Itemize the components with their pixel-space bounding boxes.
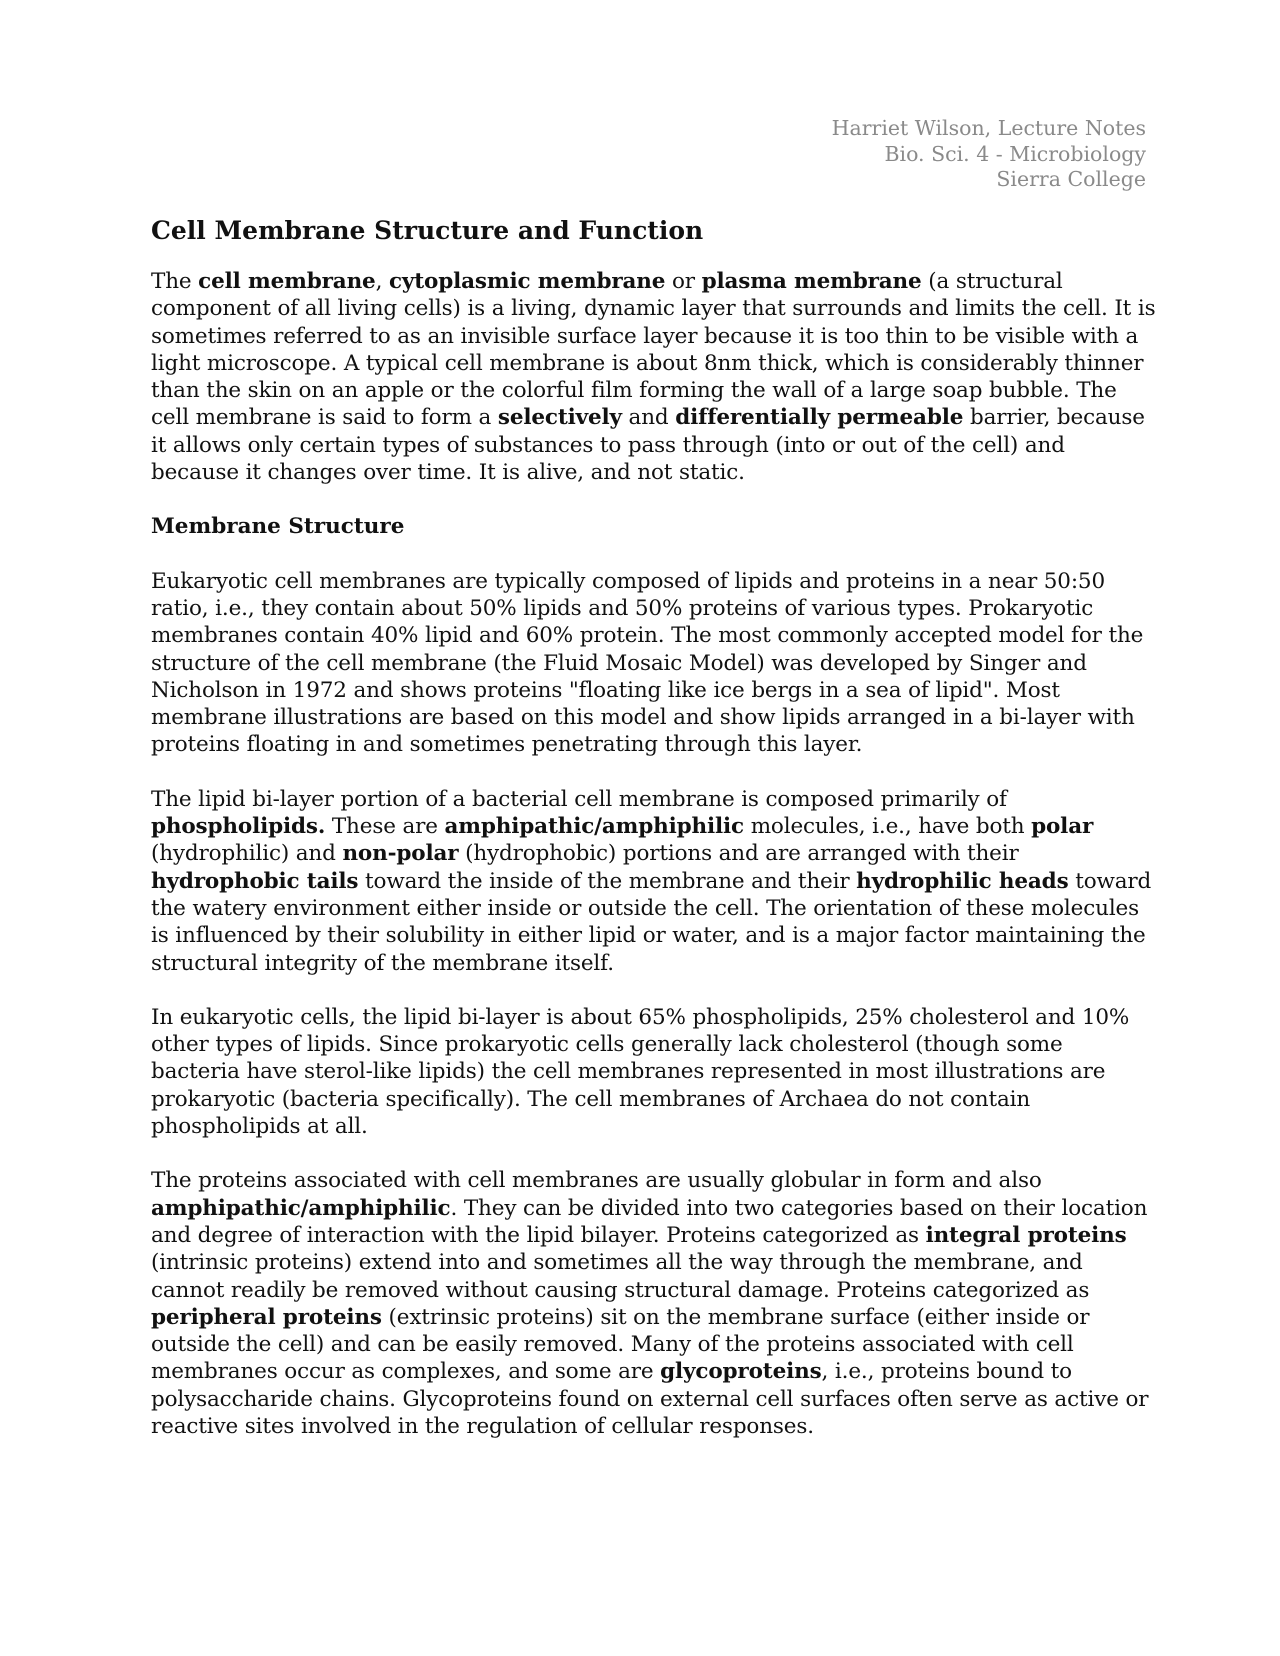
text-run: barrier, because it allows only certain types of substances to pass through (into or out of the cell) and because it changes over time. It is alive, and not static. [151, 405, 1145, 486]
bold-term: phospholipids. [151, 814, 326, 840]
composition-paragraph: Eukaryotic cell membranes are typically composed of lipids and proteins in a near 50:50 ratio, i.e., they contain about 50% lipids and 50% proteins of various types. Prokaryotic membranes contain 40% lipid and 60% protein. The most commonly accepted model for the structure of the cell membrane (the Fluid Mosaic Model) was developed by Singer and Nicholson in 1972 and shows proteins "floating like ice bergs in a sea of lipid". Most membrane illustrations are based on this model and show lipids arranged in a bi-layer with proteins floating in and sometimes penetrating through this layer. [151, 568, 1144, 758]
header-school: Sierra College [996, 167, 1146, 191]
bold-term: polar [1031, 814, 1094, 840]
text-run: The proteins associated with cell membranes are usually globular in form and also [151, 1168, 1042, 1194]
text-run: These are [325, 814, 445, 840]
proteins-paragraph [151, 1167, 1156, 1440]
header-course: Bio. Sci. 4 - Microbiology [884, 141, 1146, 166]
text-run: and [621, 405, 676, 431]
bold-term: hydrophilic heads [856, 868, 1069, 894]
bold-term: amphipathic/amphiphilic [151, 1195, 451, 1221]
text-run: toward the watery environment either inside or outside the cell. The orientation of these molecules is influenced by their solubility in either lipid or water, and is a major factor maintaining the structural integrity of the membrane itself. [151, 868, 1152, 976]
text-run: , i.e., proteins bound to polysaccharide chains. Glycoproteins found on external cell surfaces often serve as active or reactive sites involved in the regulation of cellular responses. [151, 1359, 1149, 1439]
bold-term: non-polar [342, 841, 459, 867]
text-run: , [375, 269, 389, 294]
text-run: molecules, i.e., have both [744, 814, 1032, 840]
text-run: (a structural component of all living cells) is a living, dynamic layer that surrounds and limits the cell. It is sometimes referred to as an invisible surface layer because it is too thin to be visible with a light microscope. A typical cell membrane is about 8nm thick, which is considerably thinner than the skin on an apple or the colorful film forming the wall of a large soap bubble. The cell membrane is said to form a [151, 269, 1156, 431]
bold-term: glycoproteins [660, 1359, 822, 1385]
bold-term: plasma membrane [701, 269, 922, 294]
bold-term: differentially permeable [675, 405, 964, 431]
bold-term: amphipathic/amphiphilic [444, 814, 745, 840]
section-heading: Membrane Structure [151, 514, 405, 540]
header-author: Harriet Wilson, Lecture Notes [831, 116, 1146, 140]
document-body [151, 214, 1156, 1467]
lecture-header [832, 116, 1146, 193]
bold-term: peripheral proteins [151, 1304, 382, 1330]
eukaryotic-lipids-paragraph: In eukaryotic cells, the lipid bi-layer is about 65% phospholipids, 25% cholesterol and 10% other types of lipids. Since prokaryotic cells generally lack cholesterol (though some bacteria have sterol-like lipids) the cell membranes represented in most illustrations are prokaryotic (bacteria specifically). The cell membranes of Archaea do not contain phospholipids at all. [151, 1004, 1130, 1140]
text-run: toward the inside of the membrane and their [358, 868, 857, 894]
text-run: The lipid bi-layer portion of a bacterial cell membrane is composed primarily of [151, 786, 1007, 812]
text-run: . They can be divided into two categories based on their location and degree of interaction with the lipid bilayer. Proteins categorized as [151, 1195, 1148, 1248]
text-run: (intrinsic proteins) extend into and sometimes all the way through the membrane, and cannot readily be removed without causing structural damage. Proteins categorized as [151, 1250, 1090, 1303]
lipid-bilayer-paragraph [151, 786, 1156, 977]
text-run: The [151, 269, 199, 294]
bold-term: integral proteins [925, 1222, 1127, 1248]
text-run: (extrinsic proteins) sit on the membrane surface (either inside or outside the cell) and can be easily removed. Many of the proteins associated with cell membranes occur as complexes, and some are [151, 1304, 1090, 1385]
text-run: (hydrophobic) portions and are arranged with their [458, 841, 1019, 867]
bold-term: cytoplasmic membrane [388, 269, 666, 294]
document-title: Cell Membrane Structure and Function [151, 216, 704, 245]
text-run: (hydrophilic) and [151, 841, 343, 867]
bold-term: selectively [497, 405, 622, 431]
bold-term: hydrophobic tails [151, 868, 359, 894]
bold-term: cell membrane [198, 269, 376, 294]
intro-paragraph [151, 268, 1156, 486]
text-run: or [665, 269, 702, 294]
